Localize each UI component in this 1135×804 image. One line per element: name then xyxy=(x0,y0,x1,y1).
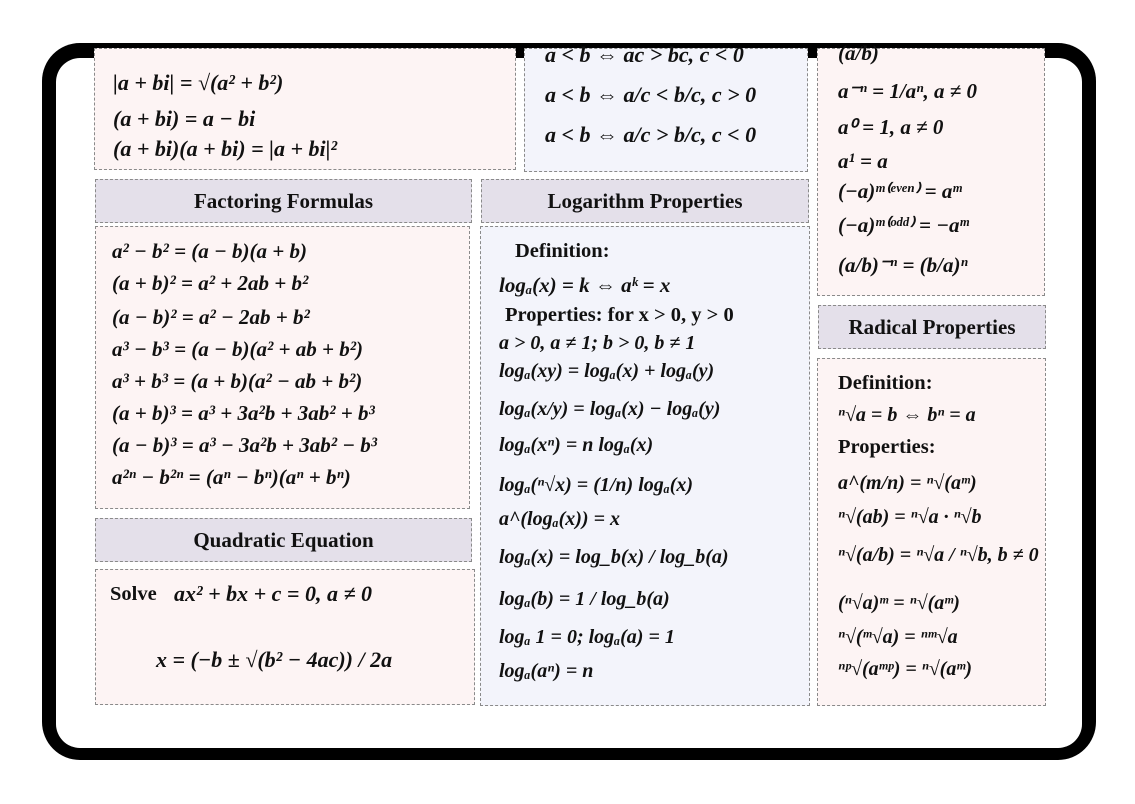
logarithm-properties-header: Logarithm Properties xyxy=(481,179,809,223)
exponent-line-4: (−a)ᵐ⁽ᵉᵛᵉⁿ⁾ = aᵐ xyxy=(838,179,962,203)
exponent-line-3: a¹ = a xyxy=(838,149,888,173)
complex-line-1: |a + bi| = √(a² + b²) xyxy=(113,70,284,95)
factoring-formulas-header: Factoring Formulas xyxy=(95,179,472,223)
radical-line-5: ⁿ√(ᵐ√a) = ⁿᵐ√a xyxy=(838,626,958,648)
log-line-8: logₐ 1 = 0; logₐ(a) = 1 xyxy=(499,626,675,648)
factoring-line-4: a³ − b³ = (a − b)(a² + ab + b²) xyxy=(112,337,364,361)
radical-properties-header: Radical Properties xyxy=(818,305,1046,349)
exponent-line-6: (a/b)⁻ⁿ = (b/a)ⁿ xyxy=(838,253,968,277)
log-line-2: logₐ(x/y) = logₐ(x) − logₐ(y) xyxy=(499,398,721,420)
exponent-line-5: (−a)ᵐ⁽ᵒᵈᵈ⁾ = −aᵐ xyxy=(838,213,969,237)
log-definition-label: Definition: xyxy=(515,240,610,262)
exponent-cut-line: (a/b) xyxy=(838,41,879,65)
radical-properties-panel xyxy=(817,358,1046,706)
log-line-5: a^(logₐ(x)) = x xyxy=(499,508,620,530)
factoring-line-2: (a + b)² = a² + 2ab + b² xyxy=(112,271,309,295)
log-line-3: logₐ(xⁿ) = n logₐ(x) xyxy=(499,434,654,456)
radical-definition-label: Definition: xyxy=(838,372,933,394)
radical-line-6: ⁿᵖ√(aᵐᵖ) = ⁿ√(aᵐ) xyxy=(838,658,973,680)
factoring-formulas-panel xyxy=(95,226,470,509)
inequality-line-2: a < b ⇔ a/c > b/c, c < 0 xyxy=(545,122,757,147)
inequalities-panel xyxy=(524,42,808,172)
quadratic-formula: x = (−b ± √(b² − 4ac)) / 2a xyxy=(156,647,393,672)
formula-sheet xyxy=(56,41,1082,748)
complex-line-3: (a + bi)(a + bi) = |a + bi|² xyxy=(113,136,338,161)
exponent-line-2: a⁰ = 1, a ≠ 0 xyxy=(838,115,944,139)
radical-definition: ⁿ√a = b ⇔ bⁿ = a xyxy=(838,404,976,426)
log-line-6: logₐ(x) = log_b(x) / log_b(a) xyxy=(499,546,729,568)
factoring-line-5: a³ + b³ = (a + b)(a² − ab + b²) xyxy=(112,369,363,393)
radical-line-4: (ⁿ√a)ᵐ = ⁿ√(aᵐ) xyxy=(838,592,960,614)
log-line-7: logₐ(b) = 1 / log_b(a) xyxy=(499,588,670,610)
radical-line-1: a^(m/n) = ⁿ√(aᵐ) xyxy=(838,472,977,494)
log-properties-label: Properties: for x > 0, y > 0 xyxy=(505,304,734,326)
factoring-line-8: a²ⁿ − b²ⁿ = (aⁿ − bⁿ)(aⁿ + bⁿ) xyxy=(112,465,351,489)
log-line-1: logₐ(xy) = logₐ(x) + logₐ(y) xyxy=(499,360,715,382)
factoring-line-7: (a − b)³ = a³ − 3a²b + 3ab² − b³ xyxy=(112,433,378,457)
log-line-9: logₐ(aⁿ) = n xyxy=(499,660,594,682)
radical-line-2: ⁿ√(ab) = ⁿ√a · ⁿ√b xyxy=(838,506,982,528)
log-conditions: a > 0, a ≠ 1; b > 0, b ≠ 1 xyxy=(499,332,696,354)
quadratic-equation-panel xyxy=(95,569,475,705)
complex-numbers-panel xyxy=(94,48,516,170)
quadratic-equation: ax² + bx + c = 0, a ≠ 0 xyxy=(174,581,373,606)
factoring-line-1: a² − b² = (a − b)(a + b) xyxy=(112,239,307,263)
logarithm-properties-panel xyxy=(480,226,810,706)
radical-line-3: ⁿ√(a/b) = ⁿ√a / ⁿ√b, b ≠ 0 xyxy=(838,544,1039,566)
radical-properties-label: Properties: xyxy=(838,436,936,458)
factoring-line-6: (a + b)³ = a³ + 3a²b + 3ab² + b³ xyxy=(112,401,375,425)
inequality-cut-line: a < b ⇔ ac > bc, c < 0 xyxy=(545,42,744,67)
inequality-line-1: a < b ⇔ a/c < b/c, c > 0 xyxy=(545,82,757,107)
factoring-line-3: (a − b)² = a² − 2ab + b² xyxy=(112,305,310,329)
log-definition: logₐ(x) = k ⇔ aᵏ = x xyxy=(499,273,671,297)
exponent-line-1: a⁻ⁿ = 1/aⁿ, a ≠ 0 xyxy=(838,79,978,103)
log-line-4: logₐ(ⁿ√x) = (1/n) logₐ(x) xyxy=(499,474,694,496)
exponent-properties-panel xyxy=(817,41,1045,296)
complex-line-2: (a + bi) = a − bi xyxy=(113,106,256,131)
quadratic-equation-header: Quadratic Equation xyxy=(95,518,472,562)
solve-label: Solve xyxy=(110,583,157,605)
